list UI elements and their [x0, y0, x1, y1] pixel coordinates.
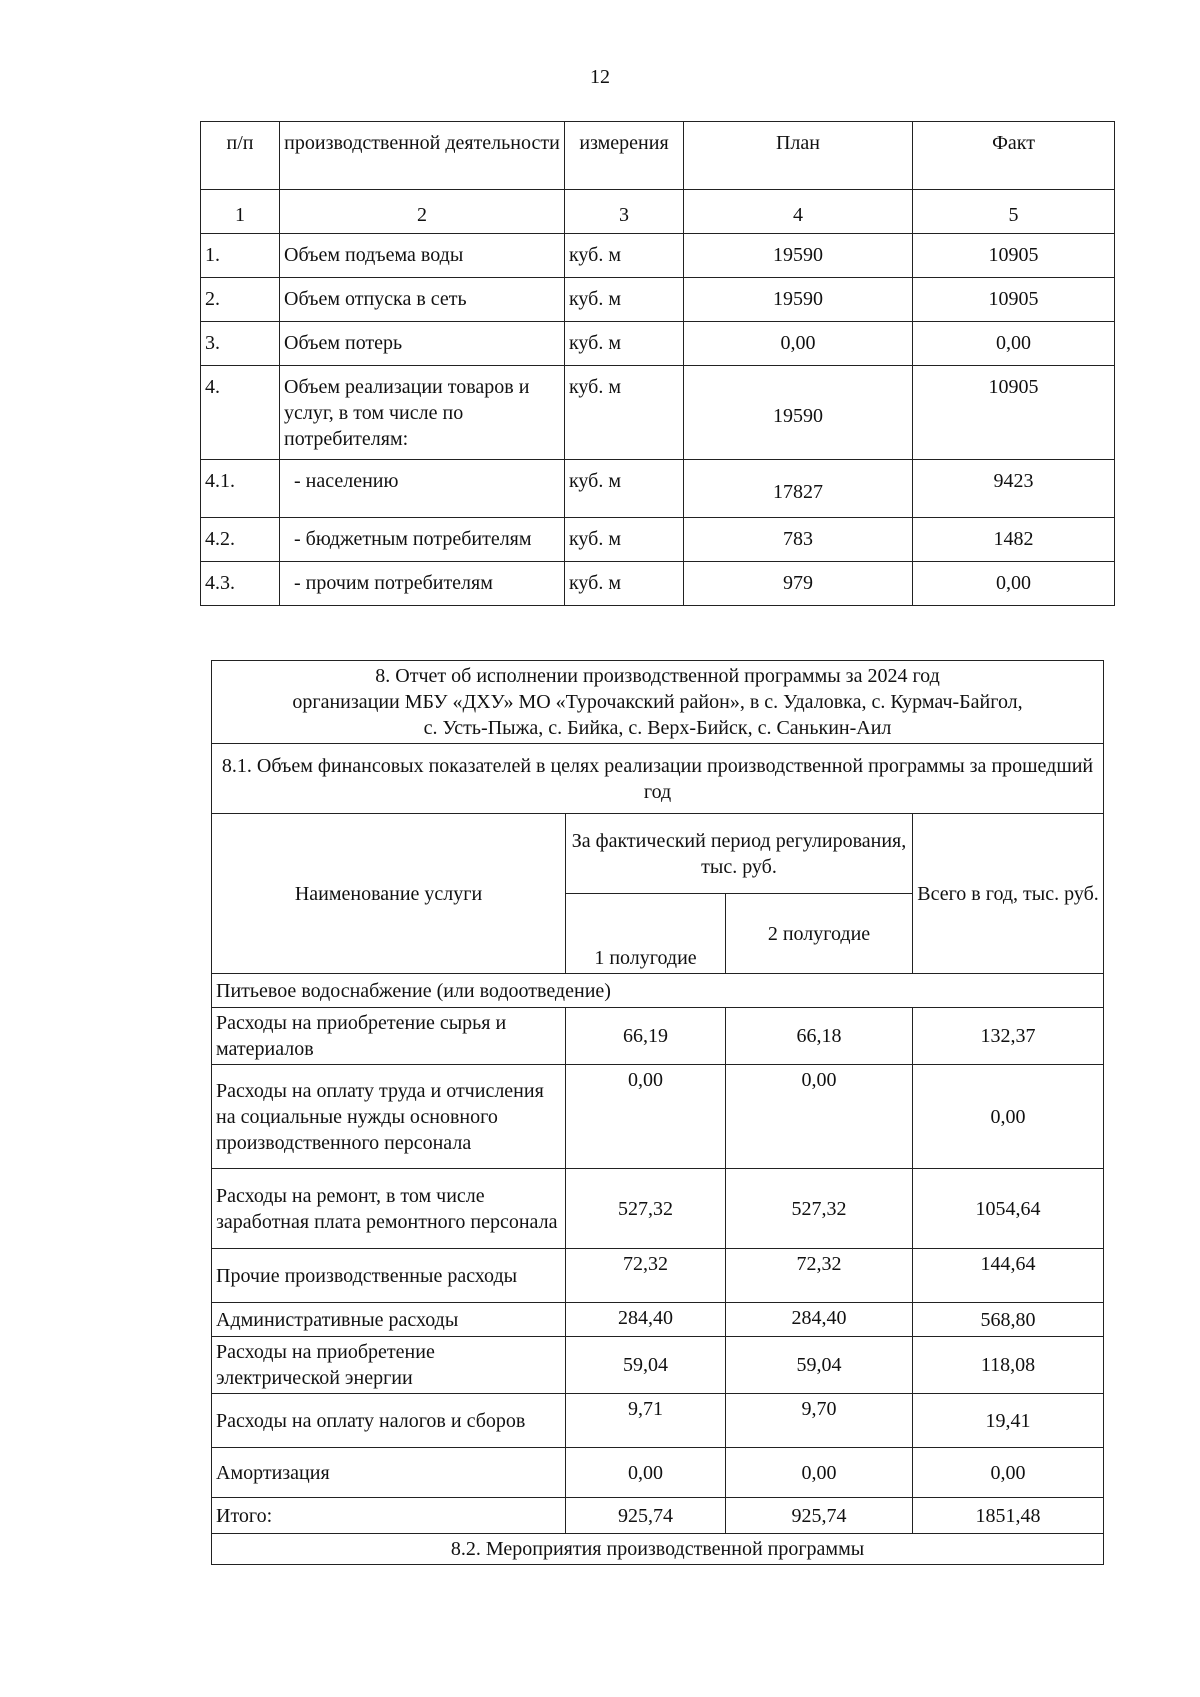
row-half1: 0,00: [566, 1065, 726, 1169]
row-half2: 72,32: [726, 1249, 913, 1303]
header-cell-unit: измерения: [565, 122, 684, 190]
table-row: [201, 322, 1115, 366]
column-number: 4: [684, 190, 913, 234]
row-name: Итого:: [212, 1498, 566, 1534]
row-half2: 527,32: [726, 1169, 913, 1249]
header-cell-service: Наименование услуги: [212, 814, 566, 974]
row-fact: 0,00: [913, 322, 1115, 366]
report-title: [212, 661, 1104, 744]
section-title: 8.1. Объем финансовых показателей в целях реализации производственной программы за прошедший год: [212, 744, 1104, 814]
column-number: 2: [280, 190, 565, 234]
row-number: 1.: [201, 234, 280, 278]
report-title-row: [212, 661, 1104, 744]
header-cell-fact: Факт: [913, 122, 1115, 190]
row-name: Расходы на оплату труда и отчисления на социальные нужды основного производственного персонала: [212, 1065, 566, 1169]
column-number: 1: [201, 190, 280, 234]
header-cell-num: п/п: [201, 122, 280, 190]
row-plan: 0,00: [684, 322, 913, 366]
row-half2: 59,04: [726, 1337, 913, 1394]
total-row: [212, 1498, 1104, 1534]
table-row: [201, 278, 1115, 322]
row-unit: куб. м: [565, 518, 684, 562]
row-half2: 66,18: [726, 1008, 913, 1065]
row-total: 1851,48: [913, 1498, 1104, 1534]
column-number-row: [201, 190, 1115, 234]
row-total: 118,08: [913, 1337, 1104, 1394]
row-half1: 0,00: [566, 1448, 726, 1498]
row-fact: 10905: [913, 234, 1115, 278]
header-cell-half2: 2 полугодие: [726, 894, 913, 974]
row-fact: 0,00: [913, 562, 1115, 606]
table-row: [201, 562, 1115, 606]
table-row: [212, 1303, 1104, 1337]
row-name: Объем реализации товаров и услуг, в том числе по потребителям:: [280, 366, 565, 460]
row-plan: 19590: [684, 234, 913, 278]
row-name: Административные расходы: [212, 1303, 566, 1337]
table-row: [212, 1249, 1104, 1303]
header-cell-name: производственной деятельности: [280, 122, 565, 190]
row-name: Расходы на приобретение электрической энергии: [212, 1337, 566, 1394]
row-number: 2.: [201, 278, 280, 322]
row-half1: 925,74: [566, 1498, 726, 1534]
row-unit: куб. м: [565, 562, 684, 606]
column-number: 3: [565, 190, 684, 234]
row-plan: 19590: [684, 366, 913, 460]
row-half1: 527,32: [566, 1169, 726, 1249]
row-number: 4.3.: [201, 562, 280, 606]
row-half1: 284,40: [566, 1303, 726, 1337]
row-fact: 1482: [913, 518, 1115, 562]
table-row: [212, 1448, 1104, 1498]
table-row: [201, 518, 1115, 562]
table-row: [212, 1169, 1104, 1249]
row-total: 19,41: [913, 1394, 1104, 1448]
row-name: Расходы на ремонт, в том числе заработная плата ремонтного персонала: [212, 1169, 566, 1249]
production-indicators-table: [200, 121, 1115, 606]
row-number: 4.: [201, 366, 280, 460]
row-half1: 59,04: [566, 1337, 726, 1394]
table-header-row: [201, 122, 1115, 190]
row-half2: 284,40: [726, 1303, 913, 1337]
row-name: Расходы на оплату налогов и сборов: [212, 1394, 566, 1448]
row-half2: 925,74: [726, 1498, 913, 1534]
row-total: 0,00: [913, 1065, 1104, 1169]
header-cell-total: Всего в год, тыс. руб.: [913, 814, 1104, 974]
footer-section-title: 8.2. Мероприятия производственной программы: [212, 1534, 1104, 1565]
row-name: Объем потерь: [280, 322, 565, 366]
row-fact: 9423: [913, 460, 1115, 518]
table-row: [201, 234, 1115, 278]
section-title-row: [212, 744, 1104, 814]
row-name: - населению: [280, 460, 565, 518]
row-total: 144,64: [913, 1249, 1104, 1303]
table-row: [201, 460, 1115, 518]
row-fact: 10905: [913, 278, 1115, 322]
row-total: 1054,64: [913, 1169, 1104, 1249]
row-name: Объем подъема воды: [280, 234, 565, 278]
column-number: 5: [913, 190, 1115, 234]
row-number: 3.: [201, 322, 280, 366]
header-cell-plan: План: [684, 122, 913, 190]
row-name: - бюджетным потребителям: [280, 518, 565, 562]
table-row: [212, 1394, 1104, 1448]
row-plan: 783: [684, 518, 913, 562]
row-total: 132,37: [913, 1008, 1104, 1065]
row-name: Объем отпуска в сеть: [280, 278, 565, 322]
table-row: [212, 1065, 1104, 1169]
row-total: 568,80: [913, 1303, 1104, 1337]
row-unit: куб. м: [565, 278, 684, 322]
section-label: Питьевое водоснабжение (или водоотведение): [212, 974, 1104, 1008]
report-title-line: с. Усть-Пыжа, с. Бийка, с. Верх-Бийск, с. Санькин-Аил: [423, 717, 892, 739]
page-number: 12: [590, 66, 610, 88]
row-unit: куб. м: [565, 366, 684, 460]
row-unit: куб. м: [565, 322, 684, 366]
section-row: [212, 974, 1104, 1008]
table-header-row: [212, 814, 1104, 894]
row-half2: 9,70: [726, 1394, 913, 1448]
report-title-line: организации МБУ «ДХУ» МО «Турочакский район», в с. Удаловка, с. Курмач-Байгол,: [292, 691, 1023, 713]
financial-indicators-table: [211, 660, 1104, 1565]
row-name: Расходы на приобретение сырья и материалов: [212, 1008, 566, 1065]
header-cell-half1: 1 полугодие: [566, 894, 726, 974]
row-half2: 0,00: [726, 1448, 913, 1498]
row-half1: 9,71: [566, 1394, 726, 1448]
row-name: Амортизация: [212, 1448, 566, 1498]
row-plan: 979: [684, 562, 913, 606]
row-total: 0,00: [913, 1448, 1104, 1498]
row-half2: 0,00: [726, 1065, 913, 1169]
footer-row: [212, 1534, 1104, 1565]
row-plan: 17827: [684, 460, 913, 518]
row-unit: куб. м: [565, 460, 684, 518]
row-number: 4.1.: [201, 460, 280, 518]
row-name: - прочим потребителям: [280, 562, 565, 606]
row-half1: 66,19: [566, 1008, 726, 1065]
row-fact: 10905: [913, 366, 1115, 460]
row-name: Прочие производственные расходы: [212, 1249, 566, 1303]
row-number: 4.2.: [201, 518, 280, 562]
table-row: [201, 366, 1115, 460]
table-row: [212, 1337, 1104, 1394]
row-unit: куб. м: [565, 234, 684, 278]
report-title-line: 8. Отчет об исполнении производственной программы за 2024 год: [375, 665, 940, 687]
header-cell-period: За фактический период регулирования, тыс. руб.: [566, 814, 913, 894]
table-row: [212, 1008, 1104, 1065]
row-half1: 72,32: [566, 1249, 726, 1303]
row-plan: 19590: [684, 278, 913, 322]
